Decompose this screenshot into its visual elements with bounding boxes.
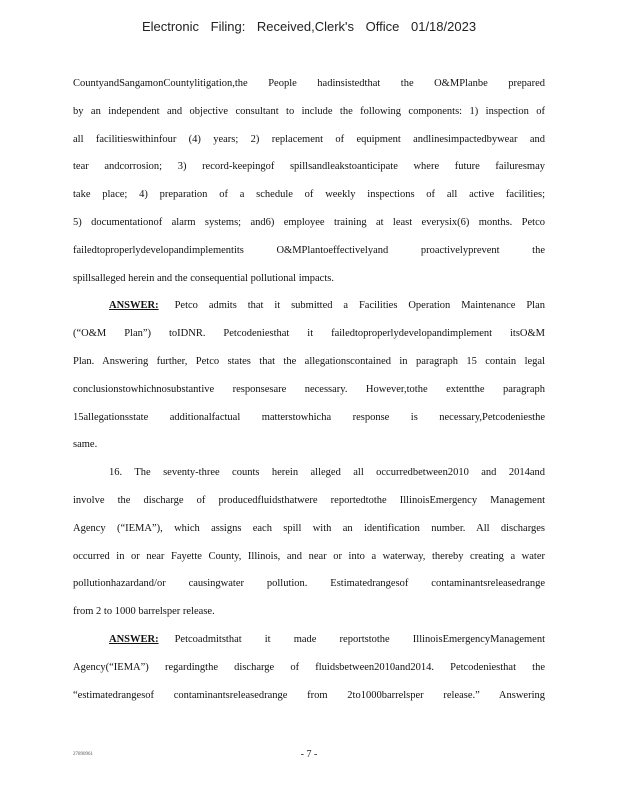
answer-label: ANSWER:	[109, 300, 159, 312]
body-line: take place; 4) preparation of a schedule of weekly inspections of all active facilities;	[73, 189, 545, 201]
paragraph-16-line: from 2 to 1000 barrelsper release.	[73, 606, 215, 618]
body-line: tear andcorrosion; 3) record-keepingof spillsandleakstoanticipate where future failuresmay	[73, 161, 545, 173]
paragraph-16-line: Agency (“IEMA”), which assigns each spill with an identification number. All discharges	[73, 522, 545, 534]
body-line: CountyandSangamonCountylitigation,the People hadinsistedthat the O&MPlanbe prepared	[73, 78, 545, 89]
body-line: 5) documentationof alarm systems; and6) employee training at least everysix(6) months. Petco	[73, 216, 545, 228]
filing-stamp-header: Electronic Filing: Received,Clerk's Office 01/18/2023	[141, 19, 477, 34]
paragraph-16-line: involve the discharge of producedfluidsthatwere reportedtothe IllinoisEmergency Management	[73, 494, 545, 506]
body-line: all facilitieswithinfour (4) years; 2) replacement of equipment andlinesimpactedbywear and	[73, 133, 545, 145]
document-body	[73, 70, 545, 709]
paragraph-16-line: occurred in or near Fayette County, Illinois, and near or into a waterway, thereby creating a water	[73, 550, 545, 562]
answer-line: conclusionstowhichnosubstantive responsesare necessary. However,tothe extentthe paragraph	[73, 383, 545, 395]
paragraph-16-line: pollutionhazardand/or causingwater pollution. Estimatedrangesof contaminantsreleasedrange	[73, 578, 545, 590]
answer-line: same.	[73, 439, 98, 451]
answer-line: (“O&M Plan”) toIDNR. Petcodeniesthat it failedtoproperlydevelopandimplement itsO&M	[73, 328, 545, 340]
answer-label: ANSWER:	[109, 633, 159, 645]
body-line: failedtoproperlydevelopandimplementits O&MPlantoeffectivelyand proactivelyprevent the	[73, 244, 545, 256]
body-line: spillsalleged herein and the consequential pollutional impacts.	[73, 272, 334, 284]
paragraph-16-first-line: 16. The seventy-three counts herein alleged all occurredbetween2010 and 2014and	[109, 467, 545, 479]
document-id: 27890961	[73, 752, 93, 757]
answer-first-line	[73, 626, 545, 654]
answer-text: Petco admits that it submitted a Facilities Operation Maintenance Plan	[174, 300, 545, 312]
answer-line: Agency(“IEMA”) regardingthe discharge of fluidsbetween2010and2014. Petcodeniesthat the	[73, 661, 545, 673]
body-line: by an independent and objective consultant to include the following components: 1) inspection of	[73, 105, 545, 117]
answer-line: 15allegationsstate additionalfactual matterstowhicha response is necessary,Petcodeniesthe	[73, 411, 545, 423]
answer-line: “estimatedrangesof contaminantsreleasedrange from 2to1000barrelsper release.” Answering	[73, 689, 545, 701]
page-number: - 7 -	[300, 749, 318, 760]
answer-first-line	[73, 292, 545, 320]
answer-text: Petcoadmitsthat it made reportstothe IllinoisEmergencyManagement	[174, 633, 545, 645]
answer-line: Plan. Answering further, Petco states that the allegationscontained in paragraph 15 contain legal	[73, 355, 545, 367]
